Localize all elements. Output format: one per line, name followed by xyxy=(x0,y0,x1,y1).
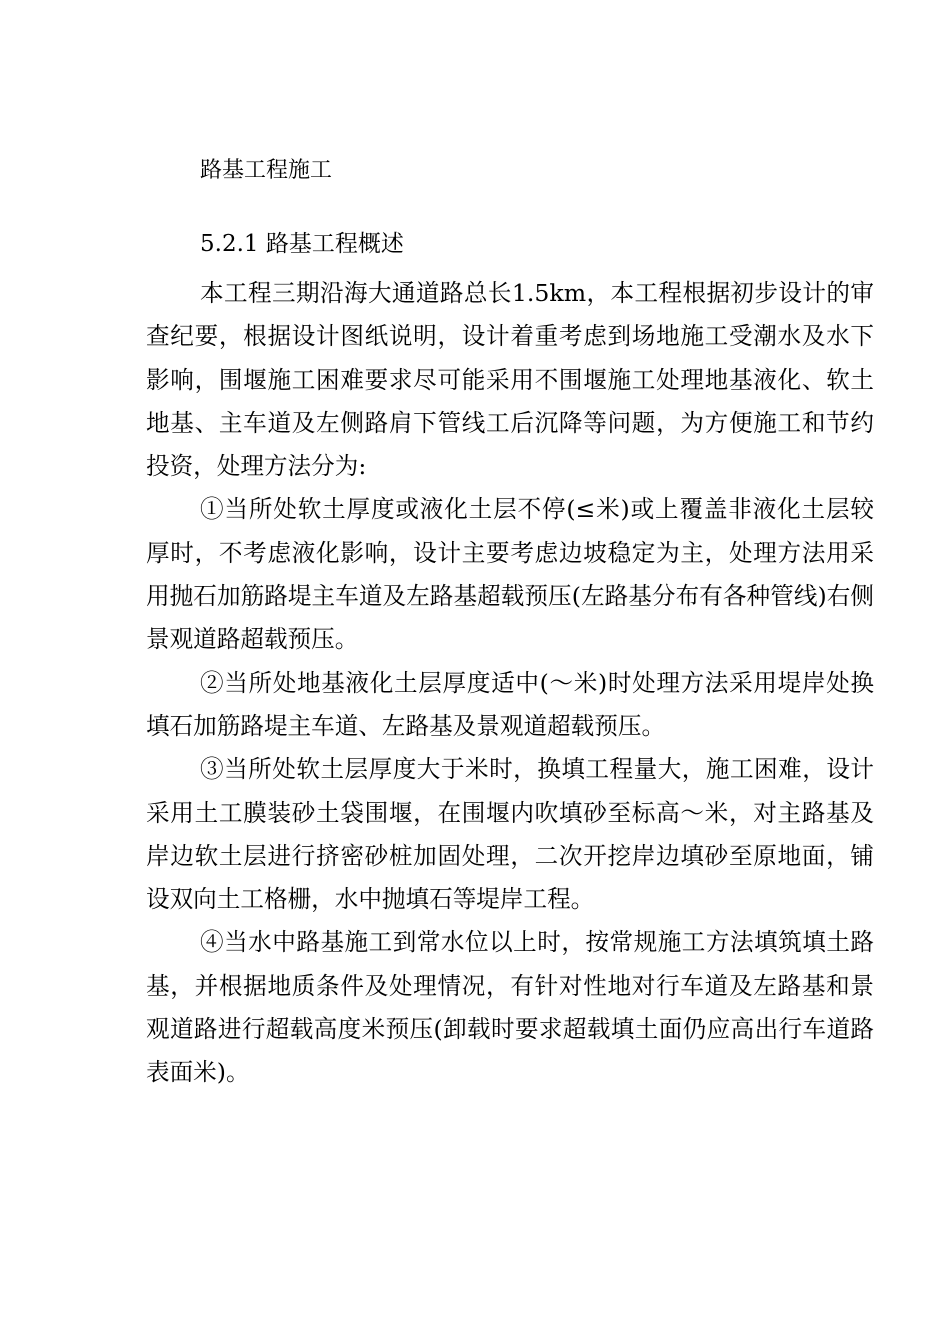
paragraph-overview: 本工程三期沿海大通道路总长1.5km，本工程根据初步设计的审查纪要，根据设计图纸说明，设计着重考虑到场地施工受潮水及水下影响，围堰施工困难要求尽可能采用不围堰施工处理地基液化、软土地基、主车道及左侧路肩下管线工后沉降等问题，为方便施工和节约投资，处理方法分为: xyxy=(146,279,874,481)
paragraph-method-3: ③当所处软土层厚度大于米时，换填工程量大，施工困难，设计采用土工膜装砂土袋围堰，在围堰内吹填砂至标高～米，对主路基及岸边软土层进行挤密砂桩加固处理，二次开挖岸边填砂至原地面，铺设双向土工格栅，水中抛填石等堤岸工程。 xyxy=(146,755,874,914)
body-text xyxy=(146,272,874,1095)
paragraph-method-4: ④当水中路基施工到常水位以上时，按常规施工方法填筑填土路基，并根据地质条件及处理情况，有针对性地对行车道及左路基和景观道路进行超载高度米预压(卸载时要求超载填土面仍应高出行车道路表面米)。 xyxy=(146,928,874,1087)
section-title: 5.2.1 路基工程概述 xyxy=(200,231,404,257)
paragraph-method-2: ②当所处地基液化土层厚度适中(～米)时处理方法采用堤岸处换填石加筋路堤主车道、左路基及景观道超载预压。 xyxy=(146,668,874,740)
paragraph-method-1: ①当所处软土厚度或液化土层不停(≤米)或上覆盖非液化土层较厚时，不考虑液化影响，设计主要考虑边坡稳定为主，处理方法用采用抛石加筋路堤主车道及左路基超载预压(左路基分布有各种管线)右侧景观道路超载预压。 xyxy=(146,495,874,654)
document-heading: 路基工程施工 xyxy=(200,158,333,183)
